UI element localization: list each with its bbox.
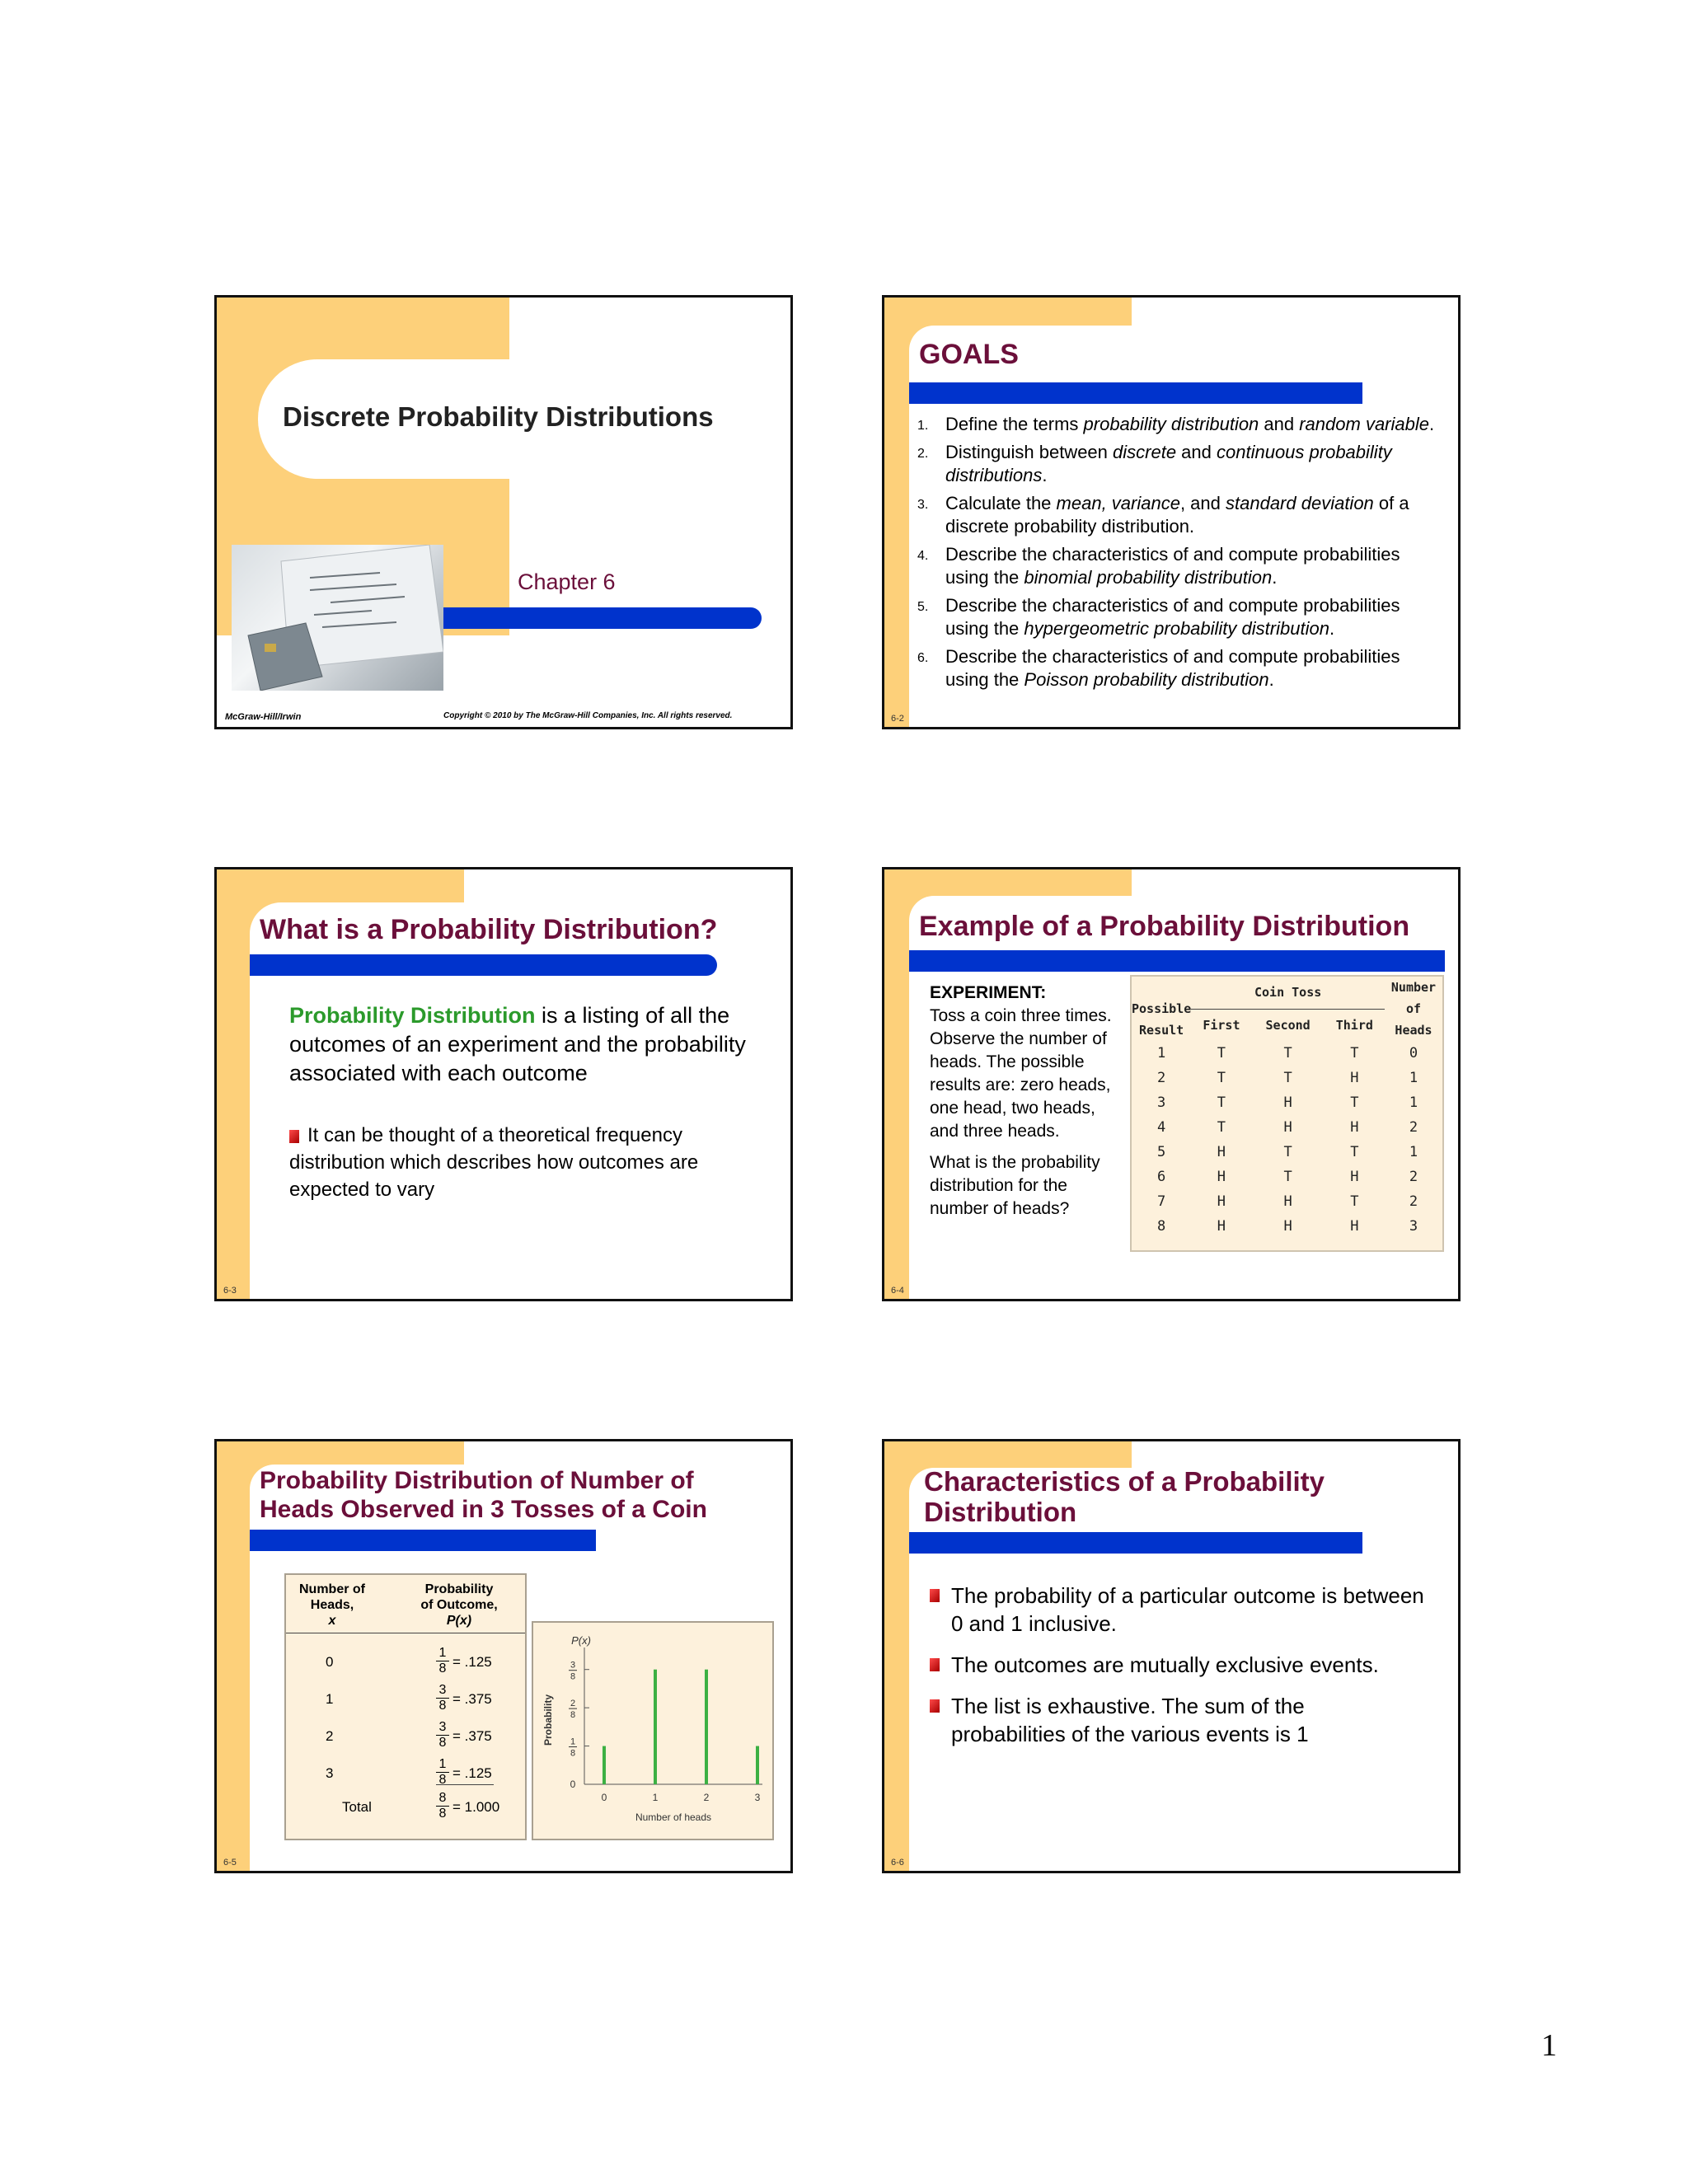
slide-4-title: Example of a Probability Distribution — [919, 911, 1410, 942]
probability-decimal-row: = .125 — [452, 1654, 492, 1670]
table-cell: 2 — [1157, 1070, 1166, 1086]
table-cell: H — [1283, 1193, 1292, 1210]
table-cell: 3 — [1157, 1094, 1166, 1111]
y-axis-label: Probability — [542, 1694, 554, 1746]
probability-fraction — [436, 1683, 449, 1713]
goal-text: mean, variance — [1056, 493, 1180, 513]
bar-chart-svg — [533, 1623, 772, 1839]
fraction-denominator: 8 — [438, 1736, 447, 1750]
x-tick-label: 3 — [754, 1792, 761, 1803]
total-value: = 1.000 — [452, 1799, 500, 1815]
experiment-text — [930, 982, 1128, 1221]
header-coin-toss: Coin Toss — [1191, 977, 1385, 1009]
table-cell: T — [1350, 1094, 1359, 1111]
table-cell: 2 — [1409, 1119, 1418, 1136]
y-tick-numerator: 1 — [570, 1736, 576, 1747]
goal-text: binomial probability distribution — [1024, 567, 1273, 588]
table-cell: 1 — [1409, 1070, 1418, 1086]
chapter-label: Chapter 6 — [518, 569, 616, 594]
y-tick-denominator: 8 — [570, 1748, 576, 1759]
blue-bar — [909, 382, 1362, 404]
table-row — [1132, 1041, 1442, 1066]
table-cell: 1 — [1409, 1094, 1418, 1111]
slide-1-title: Discrete Probability Distributions — [283, 401, 714, 432]
header-number-of-heads: Number of Heads — [1390, 980, 1437, 1038]
list-item — [930, 1692, 1424, 1748]
bullet-text: It can be thought of a theoretical frequency distribution which describes how outcomes are expected to vary — [289, 1124, 699, 1201]
table-cell: 6 — [1157, 1169, 1166, 1185]
probability-fraction — [436, 1720, 449, 1750]
goal-text: . — [1428, 414, 1435, 434]
publisher-footer: McGraw-Hill/Irwin — [225, 712, 302, 722]
slide-5-title-line-1: Probability Distribution of Number of — [260, 1467, 694, 1494]
fraction-numerator: 8 — [436, 1791, 449, 1807]
probability-decimal-row: = .125 — [452, 1765, 492, 1781]
table-cell: T — [1350, 1144, 1359, 1160]
goal-text: random variable — [1299, 414, 1429, 434]
table-row — [1132, 1189, 1442, 1214]
y-tick-numerator: 2 — [570, 1699, 576, 1709]
table-cell: T — [1350, 1193, 1359, 1210]
y-tick-numerator: 3 — [570, 1660, 576, 1671]
heads-value: 2 — [326, 1728, 334, 1744]
blue-bar — [250, 954, 717, 976]
probability-decimal: .125 — [464, 1654, 492, 1670]
goal-text: and — [1259, 414, 1300, 434]
table-cell: 2 — [1409, 1169, 1418, 1185]
col-prob-header-line: P(x) — [446, 1614, 472, 1628]
goal-text: and — [1176, 442, 1217, 462]
y-tick-denominator: 8 — [570, 1710, 576, 1721]
slide-6-title-line-2: Distribution — [924, 1497, 1077, 1527]
page-label: 6-5 — [223, 1858, 237, 1868]
y-tick-denominator: 8 — [570, 1671, 576, 1682]
document-page-number: 1 — [1541, 2028, 1557, 2063]
table-cell: H — [1217, 1218, 1226, 1235]
goal-item — [917, 645, 1445, 691]
bullet-item — [289, 1122, 751, 1203]
slide-2-title: GOALS — [919, 339, 1019, 370]
table-cell: T — [1350, 1045, 1359, 1062]
table-cell: 3 — [1409, 1218, 1418, 1235]
bullet-text: The list is exhaustive. The sum of the probabilities of the various events is 1 — [951, 1694, 1309, 1746]
goal-number: 6. — [917, 651, 929, 665]
bar — [603, 1746, 606, 1784]
table-row — [1132, 1140, 1442, 1165]
page-label: 6-6 — [891, 1858, 904, 1868]
goal-number: 5. — [917, 600, 929, 614]
definition-body: is a listing of all the outcomes of an experiment and the probability associated with each outcome — [289, 1003, 746, 1085]
table-cell: T — [1217, 1045, 1226, 1062]
table-cell: H — [1350, 1119, 1359, 1136]
slide-5 — [214, 1439, 793, 1873]
y-tick-label: 0 — [570, 1779, 576, 1790]
slide-4 — [882, 867, 1461, 1301]
table-cell: H — [1217, 1144, 1226, 1160]
goal-text: of a discrete probability distribution. — [945, 493, 1409, 537]
fraction-numerator: 3 — [436, 1720, 449, 1736]
coin-toss-table — [1130, 975, 1444, 1252]
term-highlight: Probability Distribution — [289, 1003, 536, 1028]
table-cell: T — [1283, 1045, 1292, 1062]
experiment-body: Toss a coin three times. Observe the number of heads. The possible results are: zero heads, one head, two heads, and three heads. — [930, 1006, 1112, 1141]
goal-number: 3. — [917, 498, 929, 512]
header-first: First — [1203, 1017, 1240, 1033]
goal-number: 4. — [917, 549, 929, 563]
heads-value: 0 — [326, 1654, 334, 1670]
x-tick-label: 1 — [652, 1792, 659, 1803]
goals-list — [917, 413, 1445, 696]
page-label: 6-4 — [891, 1286, 904, 1296]
goal-text: . — [1272, 567, 1278, 588]
slide-6-title — [924, 1466, 1325, 1527]
table-cell: H — [1350, 1070, 1359, 1086]
bar — [654, 1670, 657, 1784]
goal-text: continuous probability distributions — [945, 442, 1392, 485]
table-cell: 7 — [1157, 1193, 1166, 1210]
page-label: 6-3 — [223, 1286, 237, 1296]
table-cell: T — [1217, 1094, 1226, 1111]
col-prob-header-line: Probability — [424, 1582, 494, 1596]
table-cell: 5 — [1157, 1144, 1166, 1160]
goal-number: 1. — [917, 419, 929, 433]
bar — [756, 1746, 759, 1784]
copyright-footer: Copyright © 2010 by The McGraw-Hill Companies, Inc. All rights reserved. — [443, 711, 733, 720]
bullet-square-icon — [930, 1589, 940, 1602]
goal-text: . — [1268, 669, 1274, 690]
goal-item — [917, 543, 1445, 589]
slide-2 — [882, 295, 1461, 729]
slide-5-title — [260, 1466, 707, 1524]
experiment-label: EXPERIMENT: — [930, 983, 1047, 1002]
fraction-denominator: 8 — [438, 1699, 447, 1713]
goal-text: , and — [1179, 493, 1226, 513]
goal-text: Distinguish between — [945, 442, 1114, 462]
total-label: Total — [342, 1799, 372, 1815]
list-item — [930, 1651, 1424, 1679]
header-second: Second — [1265, 1017, 1311, 1033]
laptop-photo — [232, 545, 443, 691]
goal-text: . — [1042, 465, 1048, 485]
bar — [705, 1670, 708, 1784]
blue-bar — [909, 950, 1445, 972]
goal-text: Define the terms — [945, 414, 1084, 434]
goal-text: Calculate the — [945, 493, 1057, 513]
goal-text: discrete — [1113, 442, 1177, 462]
goal-item — [917, 441, 1445, 487]
table-row — [1132, 1214, 1442, 1239]
goal-number: 2. — [917, 447, 929, 461]
total-fraction — [436, 1791, 449, 1821]
slide-6 — [882, 1439, 1461, 1873]
probability-decimal: .375 — [464, 1691, 492, 1707]
fraction-denominator: 8 — [438, 1773, 447, 1787]
table-row — [1132, 1115, 1442, 1140]
table-cell: 1 — [1157, 1045, 1166, 1062]
table-cell: 8 — [1157, 1218, 1166, 1235]
table-cell: T — [1283, 1070, 1292, 1086]
fraction-numerator: 1 — [436, 1757, 449, 1773]
table-row — [1132, 1090, 1442, 1115]
table-cell: H — [1283, 1094, 1292, 1111]
table-cell: H — [1350, 1218, 1359, 1235]
slide-6-title-line-1: Characteristics of a Probability — [924, 1466, 1325, 1497]
definition-text — [289, 1001, 751, 1088]
goal-text: probability distribution — [1083, 414, 1259, 434]
header-possible-result: Possible Result — [1132, 1001, 1192, 1038]
table-cell: T — [1217, 1119, 1226, 1136]
goal-item — [917, 492, 1445, 538]
slide-3 — [214, 867, 793, 1301]
bullet-square-icon — [930, 1658, 940, 1671]
goal-item — [917, 413, 1445, 436]
goal-text: Describe the characteristics of and compute probabilities using the — [945, 646, 1400, 690]
bullet-square-icon — [289, 1130, 299, 1143]
table-cell: T — [1217, 1070, 1226, 1086]
goal-text: hypergeometric probability distribution — [1024, 618, 1329, 639]
characteristics-list — [930, 1582, 1424, 1761]
blue-bar — [250, 1530, 596, 1551]
slide-3-title: What is a Probability Distribution? — [260, 914, 718, 945]
list-item — [930, 1582, 1424, 1638]
heads-value: 3 — [326, 1765, 334, 1781]
heads-value: 1 — [326, 1691, 334, 1707]
table-cell: H — [1350, 1169, 1359, 1185]
goal-text: . — [1329, 618, 1335, 639]
x-tick-label: 2 — [703, 1792, 710, 1803]
table-cell: H — [1283, 1218, 1292, 1235]
col-heads-header — [291, 1582, 373, 1629]
probability-decimal: .375 — [464, 1728, 492, 1744]
page-label: 6-2 — [891, 714, 904, 724]
total-rule — [436, 1784, 494, 1785]
total-decimal: 1.000 — [464, 1799, 500, 1815]
blue-bar — [443, 607, 762, 629]
col-heads-header-line: Heads, — [310, 1598, 354, 1612]
table-cell: 0 — [1409, 1045, 1418, 1062]
table-cell: T — [1283, 1144, 1292, 1160]
experiment-question: What is the probability distribution for the number of heads? — [930, 1153, 1100, 1218]
probability-fraction — [436, 1646, 449, 1676]
col-prob-header — [410, 1582, 509, 1629]
table-cell: T — [1283, 1169, 1292, 1185]
x-tick-label: 0 — [601, 1792, 607, 1803]
table-cell: 4 — [1157, 1119, 1166, 1136]
table-row — [1132, 1066, 1442, 1090]
slide-1 — [214, 295, 793, 729]
fraction-numerator: 3 — [436, 1683, 449, 1699]
fraction-numerator: 1 — [436, 1646, 449, 1661]
col-heads-header-line: Number of — [299, 1582, 365, 1596]
table-cell: 2 — [1409, 1193, 1418, 1210]
table-cell: 1 — [1409, 1144, 1418, 1160]
col-prob-header-line: of Outcome, — [420, 1598, 498, 1612]
bullet-square-icon — [930, 1699, 940, 1713]
table-cell: H — [1283, 1119, 1292, 1136]
table-cell: H — [1217, 1193, 1226, 1210]
table-cell: H — [1217, 1169, 1226, 1185]
probability-table — [284, 1573, 527, 1840]
probability-chart — [532, 1621, 774, 1840]
bullet-text: The probability of a particular outcome is between 0 and 1 inclusive. — [951, 1583, 1424, 1636]
slide-5-title-line-2: Heads Observed in 3 Tosses of a Coin — [260, 1496, 707, 1523]
fraction-denominator: 8 — [438, 1807, 447, 1821]
x-axis-label: Number of heads — [635, 1811, 712, 1823]
probability-decimal-row: = .375 — [452, 1728, 492, 1744]
goal-text: standard deviation — [1226, 493, 1374, 513]
bullet-text: The outcomes are mutually exclusive events. — [951, 1652, 1379, 1677]
y-axis-title: P(x) — [571, 1634, 591, 1647]
header-third: Third — [1335, 1017, 1373, 1033]
col-heads-header-line: x — [328, 1614, 336, 1628]
probability-decimal: .125 — [464, 1765, 492, 1781]
goal-text: Poisson probability distribution — [1024, 669, 1269, 690]
goal-text: Describe the characteristics of and compute probabilities using the — [945, 595, 1400, 639]
table-row — [1132, 1165, 1442, 1189]
goal-item — [917, 594, 1445, 640]
probability-fraction — [436, 1757, 449, 1788]
goal-text: Describe the characteristics of and compute probabilities using the — [945, 544, 1400, 588]
probability-decimal-row: = .375 — [452, 1691, 492, 1707]
blue-bar — [909, 1532, 1362, 1554]
fraction-denominator: 8 — [438, 1661, 447, 1675]
